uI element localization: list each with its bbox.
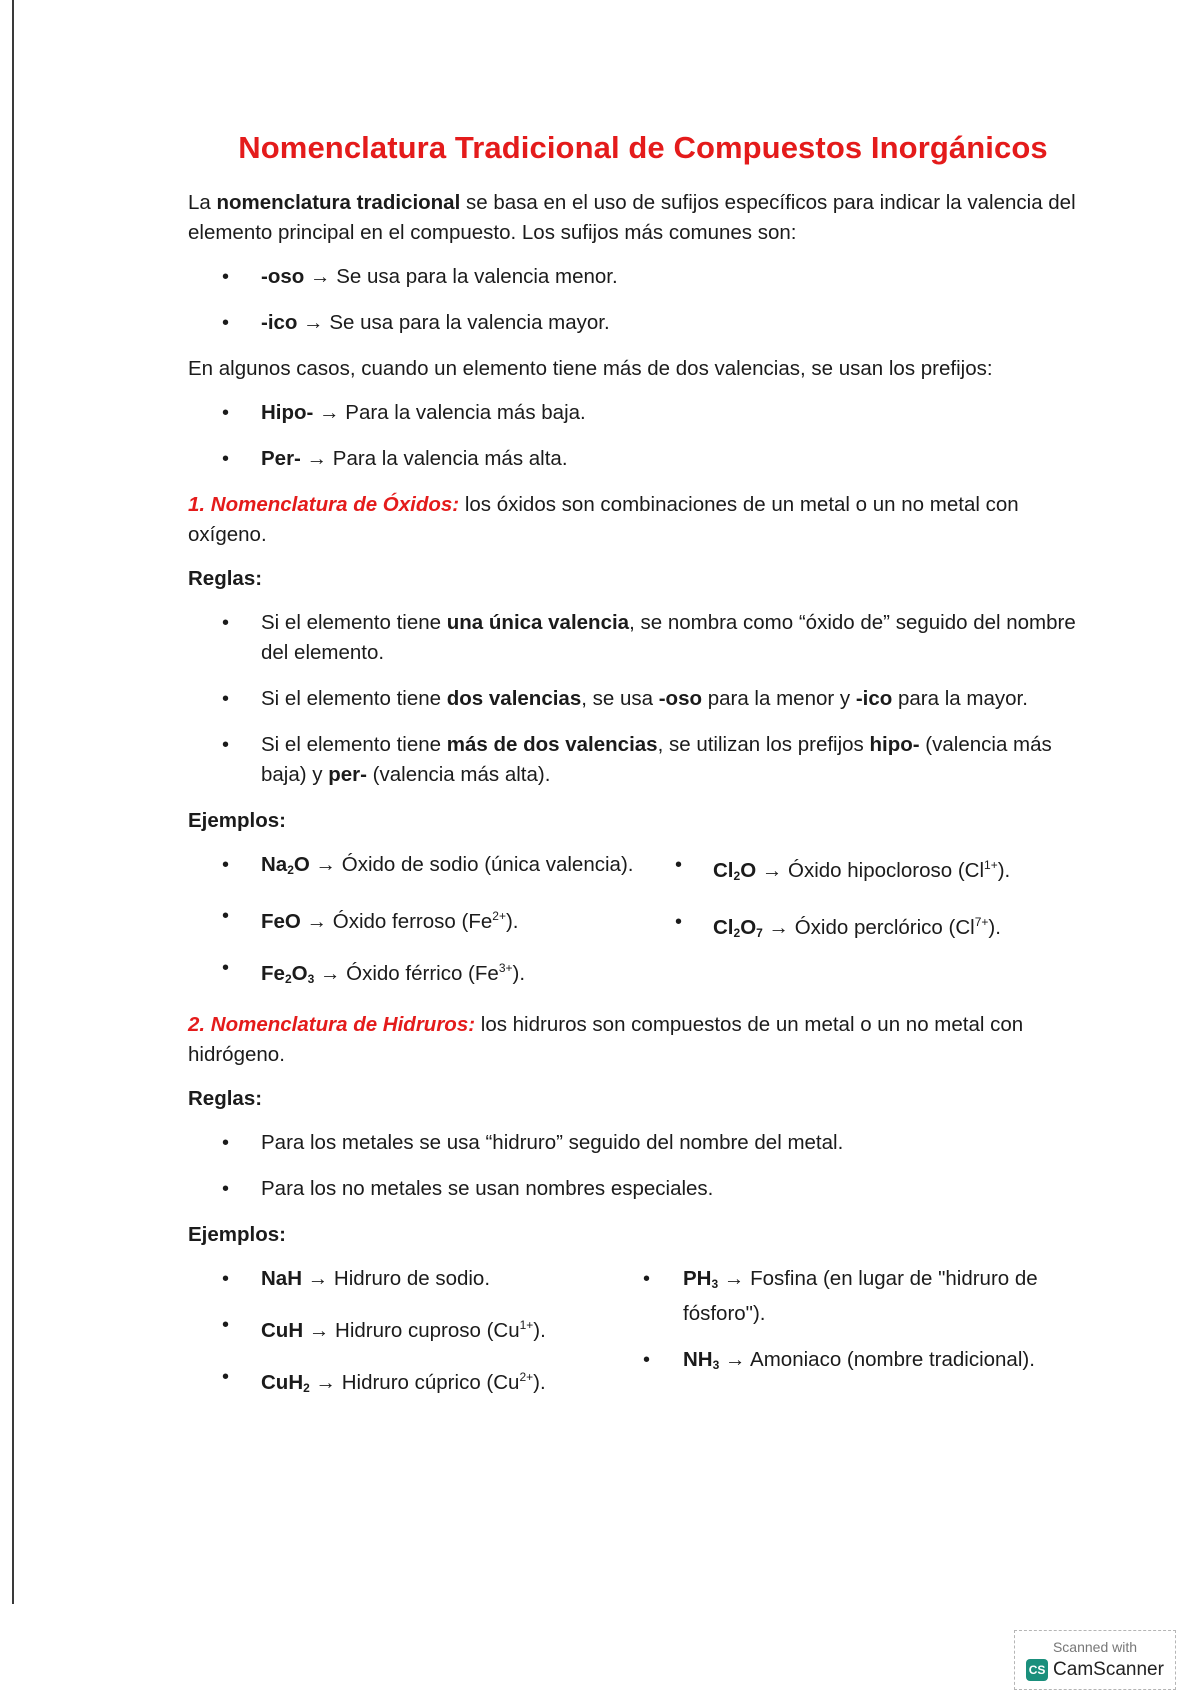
formula [261,962,314,985]
example-text: → Óxido perclórico (Cl [762,916,975,939]
document-page [188,130,1098,1419]
suffix-text: Se usa para la valencia mayor. [329,311,610,334]
list-item [188,608,1098,668]
suffix-text: Se usa para la valencia menor. [336,265,618,288]
prefix-text: Para la valencia más alta. [332,447,568,470]
example-text: → Hidruro de sodio. [302,1267,491,1290]
oxide-examples-left [188,850,675,1010]
oxide-examples [188,850,1098,1010]
subscript: 3 [712,1358,720,1372]
example-text: → Fosfina (en lugar de "hidruro de fósforo"). [683,1267,1038,1325]
example-feo [188,901,675,937]
page-title: Nomenclatura Tradicional de Compuestos Inorgánicos [238,130,1048,165]
example-text: → Óxido de sodio (única valencia). [309,853,634,876]
list-item: • Para los no metales se usan nombres especiales. [188,1174,1098,1204]
example-nah [188,1264,643,1294]
scan-edge-line [12,0,14,1604]
rule-text: , se nombra como “óxido de” seguido del nombre del elemento. [261,611,1076,664]
subscript: 3 [307,972,315,986]
rule-bold: -oso [658,687,703,710]
charge: 2+ [519,1370,534,1384]
list-item [188,398,1098,428]
example-end: ). [505,910,519,933]
subscript: 2 [287,863,294,877]
section1-text: los óxidos son combinaciones de un metal o un no metal con oxígeno. [188,493,1019,546]
intro-prefix: La [188,191,217,214]
example-cl2o [675,850,1098,891]
watermark-top-text: Scanned with [1052,1639,1138,1655]
example-text: → Hidruro cúprico (Cu [309,1371,520,1394]
watermark-logo [1026,1659,1164,1681]
intro-bold: nomenclatura tradicional [216,191,461,214]
section2-intro [188,1010,1098,1070]
formula-part: O [291,962,308,985]
charge: 2+ [492,909,506,923]
rule-text: (valencia más alta). [366,763,551,786]
list-item [188,444,1098,474]
rule-bold: per- [328,763,367,786]
prefix-per: Per- [261,447,301,470]
arrow: → [300,447,333,470]
charge: 3+ [498,961,513,975]
rule-bold: -ico [855,687,893,710]
section2-title: 2. Nomenclatura de Hidruros: [188,1013,476,1036]
example-nh3 [643,1345,1098,1380]
list-item [188,730,1098,790]
intro-paragraph [188,188,1098,248]
example-text: → Amoniaco (nombre tradicional). [719,1348,1035,1371]
suffix-oso: -oso [261,265,305,288]
oxide-examples-right [675,850,1098,1010]
subscript: 2 [733,926,741,940]
prefix-text: Para la valencia más baja. [345,401,586,424]
formula [261,853,310,876]
rule-bold: más de dos valencias [446,733,658,756]
charge: 1+ [519,1318,534,1332]
formula [683,1267,718,1290]
subscript: 2 [733,869,741,883]
formula [683,1348,719,1371]
rule-bold: una única valencia [446,611,630,634]
rule-text: Si el elemento tiene [261,687,447,710]
intro-rest: se basa en el uso de sufijos específicos para indicar la valencia del elemento principal en el compuesto. Los sufijos más comunes son: [188,191,1076,244]
formula: NaH [261,1267,303,1290]
subscript: 3 [711,1277,719,1291]
formula: FeO [261,910,301,933]
example-ph3 [643,1264,1098,1329]
example-text: → Óxido hipocloroso (Cl [756,859,985,882]
rule-text: para la mayor. [892,687,1028,710]
formula: CuH [261,1319,304,1342]
examples-label-2: Ejemplos: [188,1223,286,1246]
suffix-list [188,262,1098,338]
rules-label: Reglas: [188,567,263,590]
rule-text: para la menor y [702,687,856,710]
formula-part: O [740,859,757,882]
arrow: → [304,265,337,288]
rule-bold: dos valencias [446,687,582,710]
list-item: • Para los metales se usa “hidruro” seguido del nombre del metal. [188,1128,1098,1158]
rules-label-2: Reglas: [188,1087,263,1110]
formula-part: CuH [261,1371,304,1394]
hydride-rules-list [188,1128,1098,1204]
example-cuh2 [188,1362,643,1403]
formula-part: Cl [713,916,734,939]
example-cl2o7 [675,907,1098,948]
suffix-ico: -ico [261,311,298,334]
formula-part: O [740,916,757,939]
formula [713,859,756,882]
rule-text: (valencia más baja) y [261,733,1052,786]
example-text: → Hidruro cuproso (Cu [303,1319,520,1342]
formula-part: Na [261,853,288,876]
charge: 1+ [984,858,998,872]
example-end: ). [533,1319,546,1342]
formula-part: NH [683,1348,713,1371]
rule-bold: hipo- [869,733,920,756]
hydride-examples-left [188,1264,643,1419]
hydride-examples-right [643,1264,1098,1419]
subscript: 7 [756,926,763,940]
prefix-hipo: Hipo- [261,401,314,424]
formula [713,916,763,939]
example-end: ). [512,962,526,985]
rule-text: Si el elemento tiene [261,733,447,756]
rule-text: Si el elemento tiene [261,611,447,634]
example-cuh [188,1310,643,1346]
subscript: 2 [284,972,292,986]
example-na2o [188,850,675,885]
charge: 7+ [974,915,989,929]
oxide-rules-list [188,608,1098,790]
example-end: ). [988,916,1001,939]
section1-intro [188,490,1098,550]
rule-text: , se utilizan los prefijos [657,733,870,756]
example-fe2o3 [188,953,675,994]
example-end: ). [997,859,1011,882]
formula-part: Cl [713,859,734,882]
formula-part: PH [683,1267,712,1290]
list-item [188,684,1098,714]
formula-part: Fe [261,962,285,985]
formula-part: O [293,853,310,876]
arrow: → [297,311,330,334]
example-text: → Óxido ferroso (Fe [300,910,493,933]
example-text: → Óxido férrico (Fe [314,962,499,985]
examples-label: Ejemplos: [188,809,286,832]
list-item [188,308,1098,338]
rule-text: , se usa [581,687,659,710]
arrow: → [313,401,346,424]
camscanner-logo-icon: CS [1026,1659,1048,1681]
list-item [188,262,1098,292]
prefix-intro: En algunos casos, cuando un elemento tiene más de dos valencias, se usan los prefijos: [188,357,993,380]
subscript: 2 [303,1381,310,1395]
section2-text: los hidruros son compuestos de un metal o un no metal con hidrógeno. [188,1013,1024,1066]
section1-title: 1. Nomenclatura de Óxidos: [188,493,460,516]
camscanner-watermark [1014,1630,1176,1690]
formula [261,1371,310,1394]
watermark-name: CamScanner [1053,1659,1164,1680]
hydride-examples [188,1264,1098,1419]
example-end: ). [533,1371,546,1394]
prefix-list [188,398,1098,474]
